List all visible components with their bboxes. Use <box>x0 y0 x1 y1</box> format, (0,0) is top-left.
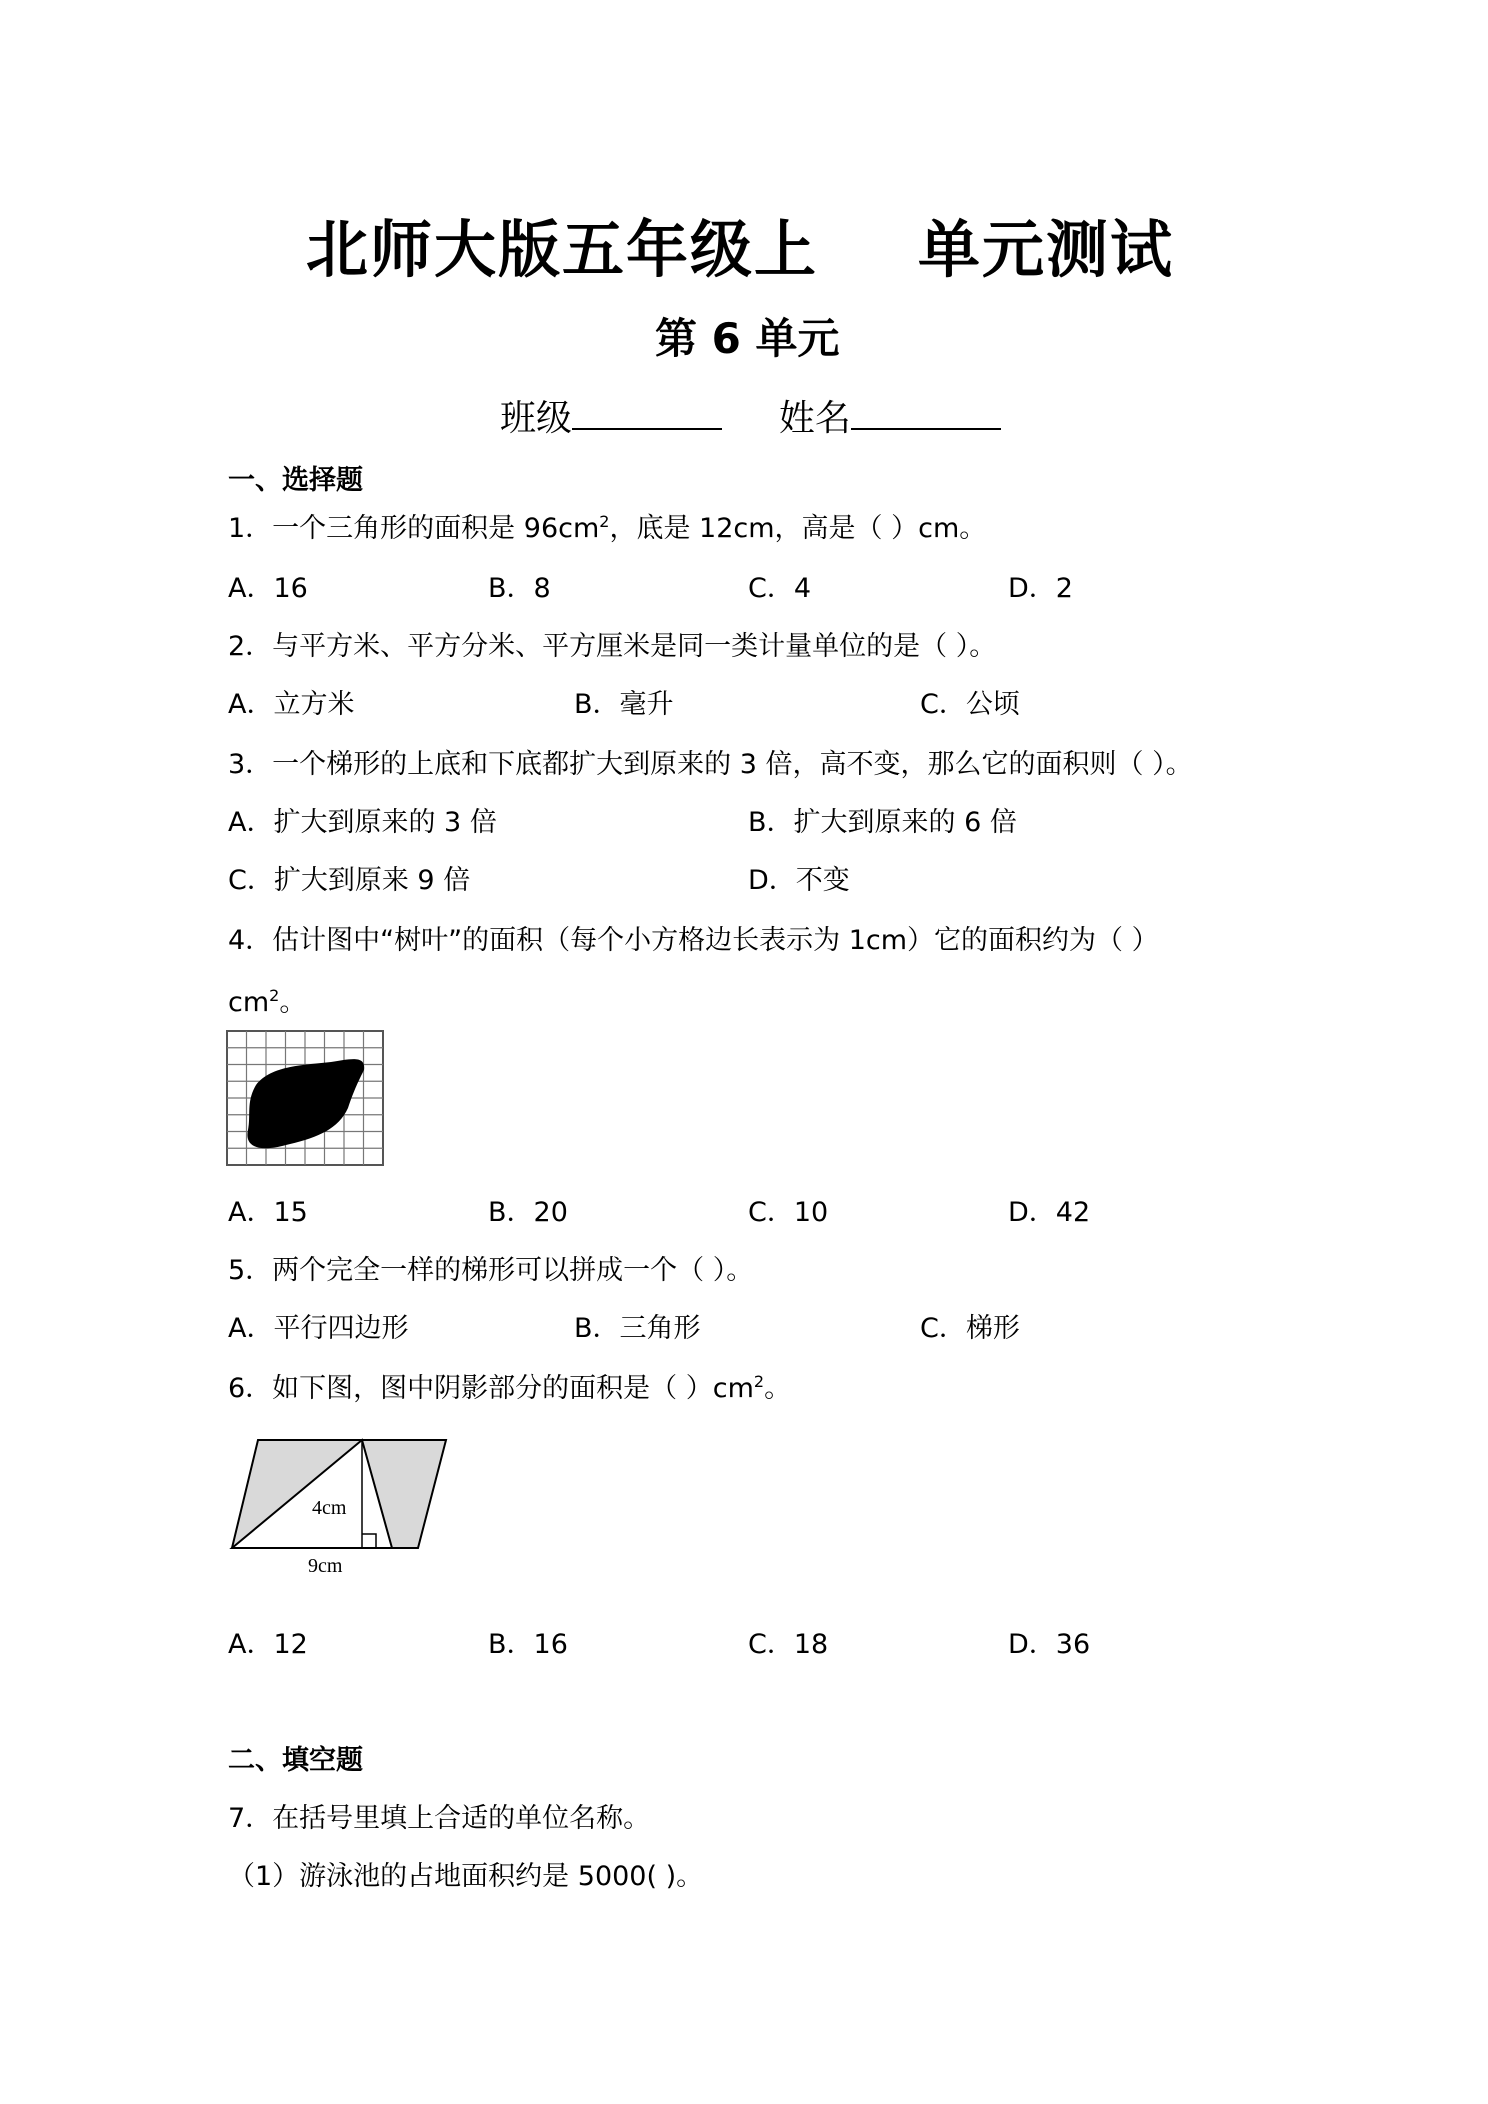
unit-title: 第 6 单元 <box>655 314 840 363</box>
class-blank[interactable] <box>572 394 722 430</box>
q6-option-c[interactable]: C．18 <box>748 1629 829 1660</box>
q4-option-b[interactable]: B．20 <box>488 1197 568 1228</box>
leaf-grid-figure <box>226 1030 386 1168</box>
height-label: 4cm <box>312 1497 347 1519</box>
q6-text: 6．如下图，图中阴影部分的面积是（ ）cm <box>228 1373 754 1404</box>
section-heading: 一、选择题 <box>228 465 363 496</box>
name-label: 姓名 <box>778 398 851 439</box>
q3-option-b[interactable]: B．扩大到原来的 6 倍 <box>748 807 1017 838</box>
q1-option-b[interactable]: B．8 <box>488 573 551 604</box>
q4-sup: 2 <box>269 986 280 1005</box>
class-name-line <box>500 390 1001 441</box>
section-2-heading: 二、填空题 <box>228 1745 363 1776</box>
question-7: 7．在括号里填上合适的单位名称。 <box>228 1803 651 1834</box>
q4-option-a[interactable]: A．15 <box>228 1197 308 1228</box>
question-5: 5．两个完全一样的梯形可以拼成一个（ ）。 <box>228 1255 754 1286</box>
q5-option-c[interactable]: C．梯形 <box>920 1313 1020 1344</box>
q5-option-a[interactable]: A．平行四边形 <box>228 1313 409 1344</box>
q6-sup: 2 <box>753 1372 765 1391</box>
q6-option-d[interactable]: D．36 <box>1008 1629 1091 1660</box>
title-main: 北师大版五年级上 <box>306 213 819 286</box>
q1-text: 1．一个三角形的面积是 96cm <box>228 513 600 544</box>
q6-option-a[interactable]: A．12 <box>228 1629 308 1660</box>
parallelogram-figure <box>228 1430 460 1580</box>
q2-option-c[interactable]: C．公顷 <box>920 689 1020 720</box>
class-label: 班级 <box>500 398 573 439</box>
q6-option-b[interactable]: B．16 <box>488 1629 568 1660</box>
q4-unit: cm <box>228 987 270 1018</box>
q1-sup: 2 <box>599 512 610 531</box>
question-1 <box>228 506 986 545</box>
name-blank[interactable] <box>851 394 1001 430</box>
q6-end: 。 <box>764 1373 792 1404</box>
q3-option-c[interactable]: C．扩大到原来 9 倍 <box>228 865 471 896</box>
question-6 <box>228 1366 791 1405</box>
question-3: 3．一个梯形的上底和下底都扩大到原来的 3 倍，高不变，那么它的面积则（ ）。 <box>228 749 1193 780</box>
q1-option-c[interactable]: C．4 <box>748 573 812 604</box>
title-sub: 单元测试 <box>918 213 1175 286</box>
q4-option-d[interactable]: D．42 <box>1008 1197 1091 1228</box>
base-label: 9cm <box>308 1555 343 1577</box>
q4-option-c[interactable]: C．10 <box>748 1197 829 1228</box>
q1-option-a[interactable]: A．16 <box>228 573 308 604</box>
q1-text-post: ，底是 12cm，高是（ ）cm。 <box>609 513 987 544</box>
question-2: 2．与平方米、平方分米、平方厘米是同一类计量单位的是（ ）。 <box>228 631 997 662</box>
q5-option-b[interactable]: B．三角形 <box>574 1313 701 1344</box>
q4-end: 。 <box>279 987 307 1018</box>
q3-option-d[interactable]: D．不变 <box>748 865 850 896</box>
q2-option-a[interactable]: A．立方米 <box>228 689 355 720</box>
question-4-line2 <box>228 980 306 1019</box>
q3-option-a[interactable]: A．扩大到原来的 3 倍 <box>228 807 497 838</box>
question-4: 4．估计图中“树叶”的面积（每个小方格边长表示为 1cm）它的面积约为（ ） <box>228 925 1159 956</box>
q1-option-d[interactable]: D．2 <box>1008 573 1073 604</box>
page-title <box>306 200 1174 289</box>
question-7-1: （1）游泳池的占地面积约是 5000( )。 <box>228 1861 704 1892</box>
q2-option-b[interactable]: B．毫升 <box>574 689 674 720</box>
